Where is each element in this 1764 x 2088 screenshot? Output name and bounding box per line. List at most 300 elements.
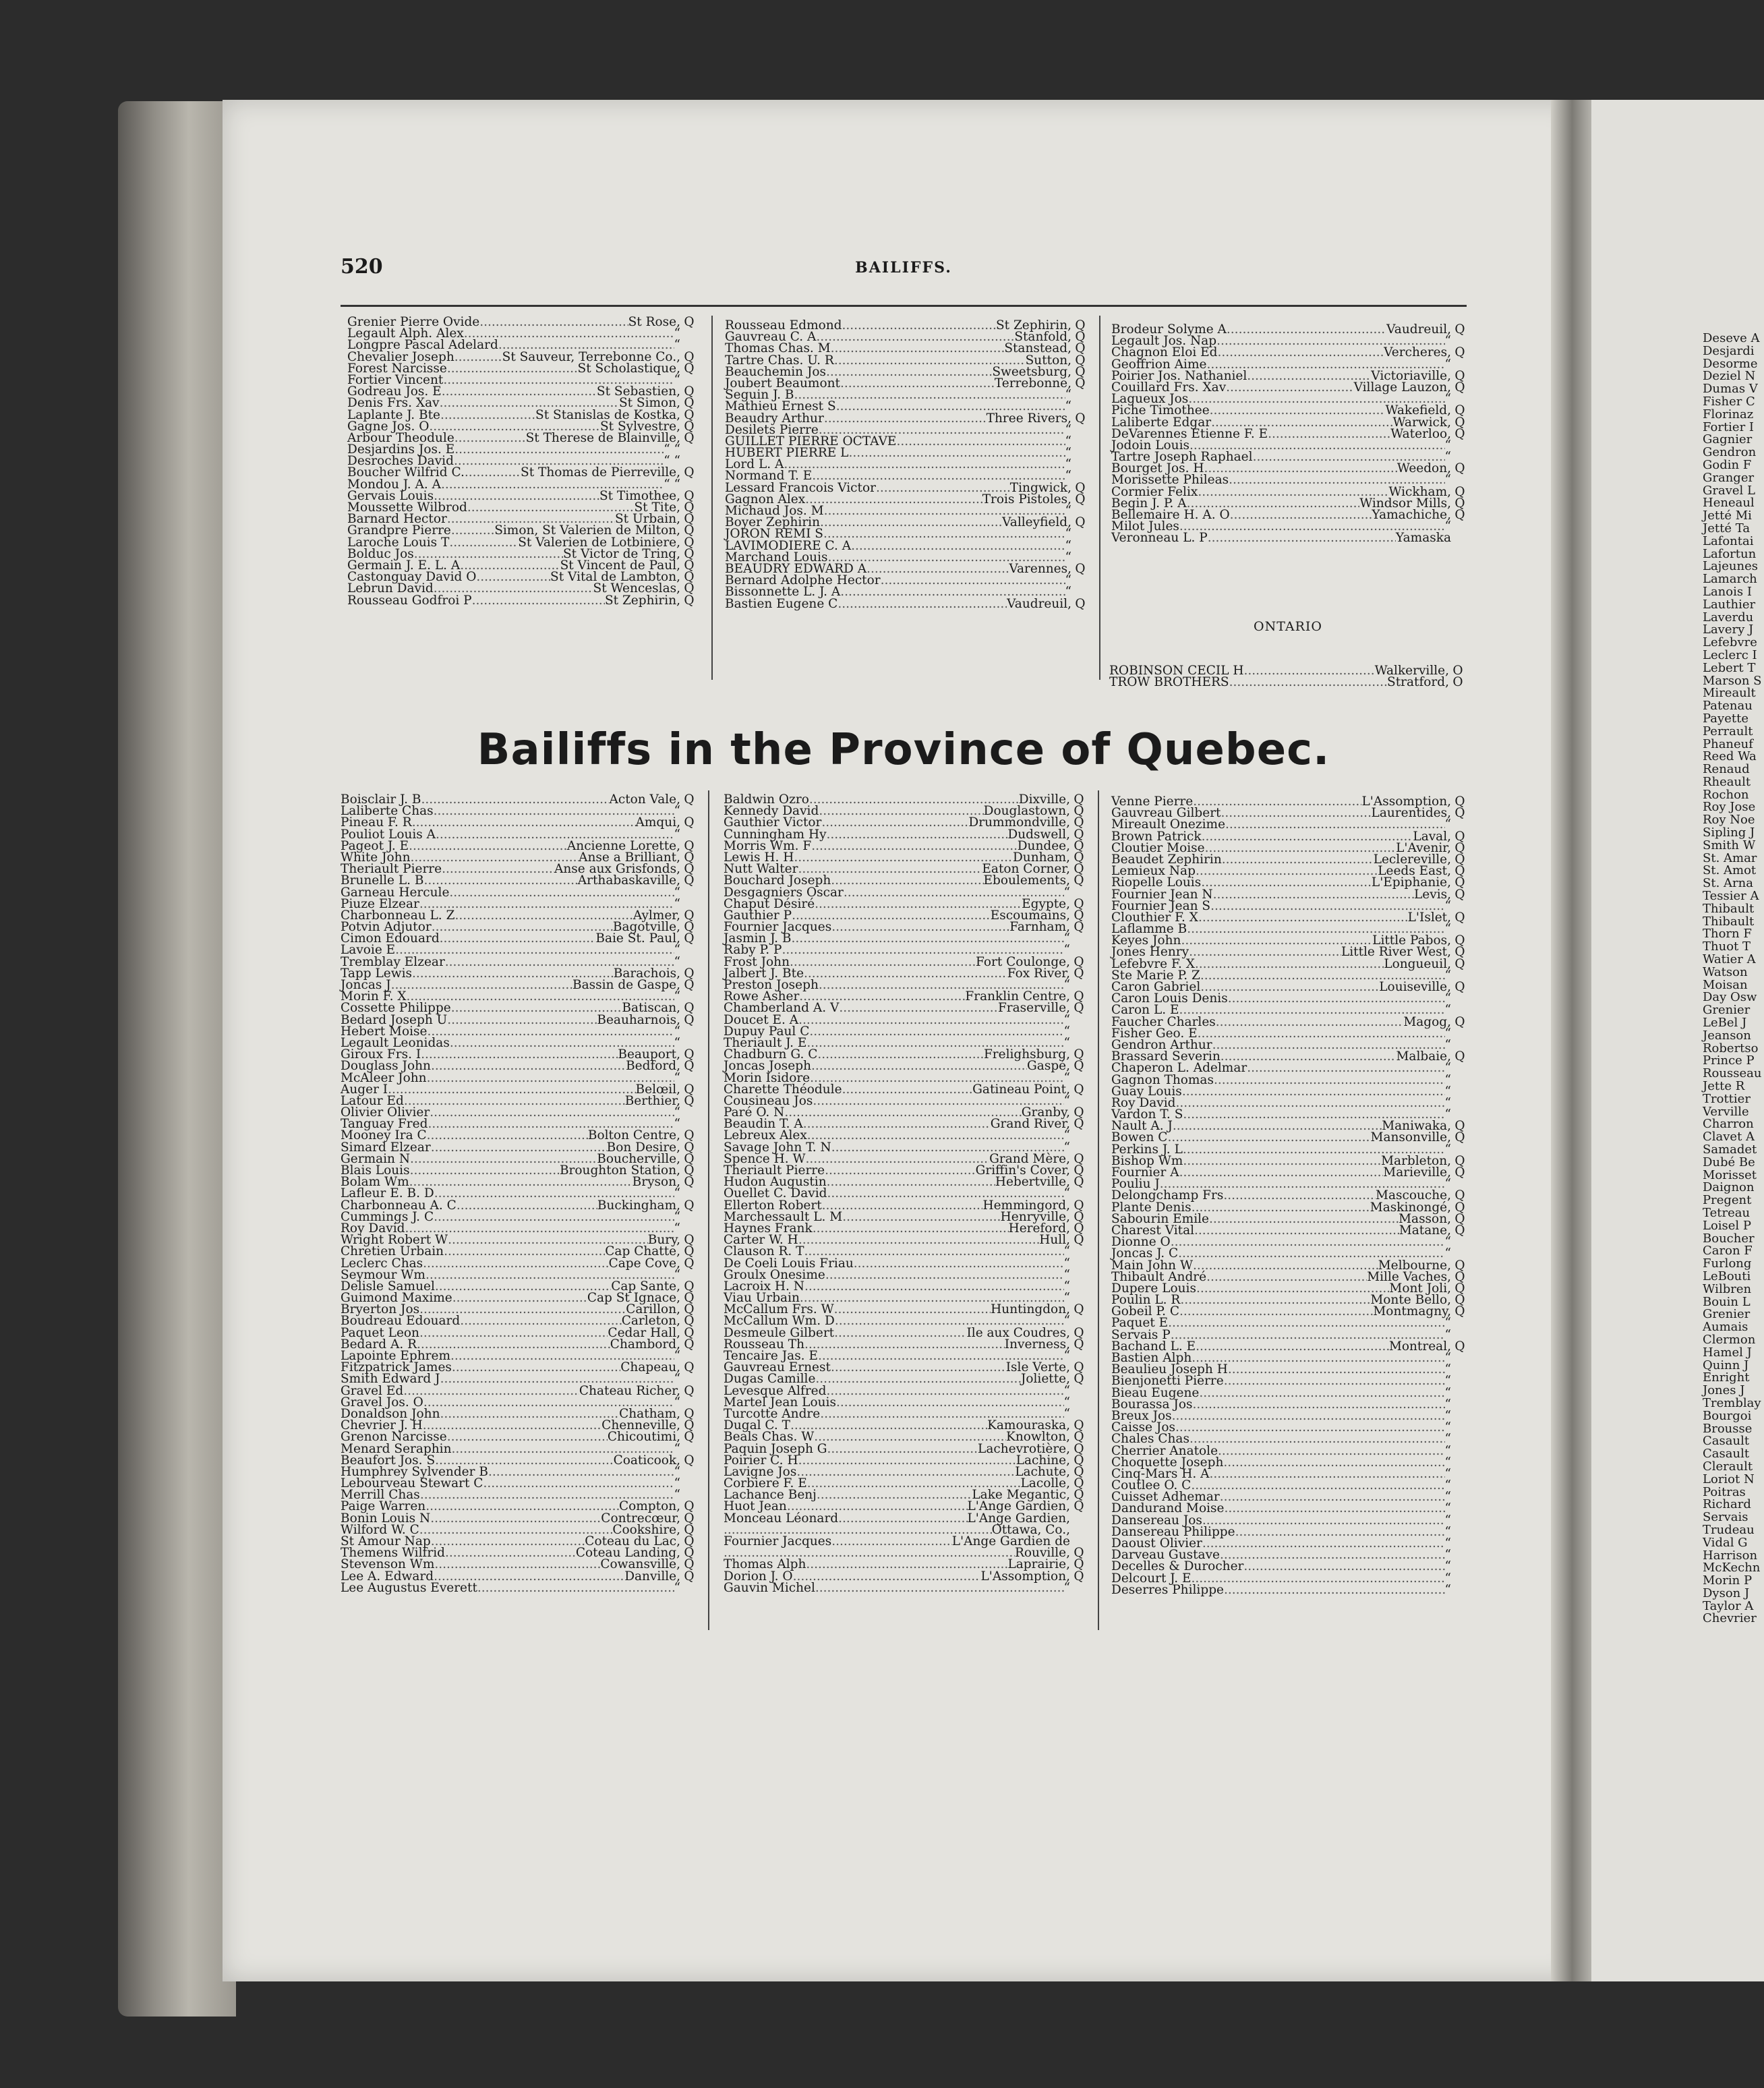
place-name: Lake Megantic, (972, 1488, 1070, 1503)
listing-row (724, 1060, 1088, 1072)
column-rule (1099, 316, 1100, 680)
section-title: Bailiffs in the Province of Quebec. (477, 725, 1330, 775)
facing-page-name: Moisan (1703, 977, 1748, 992)
bailiff-name: Chaperon L. Adelmar (1111, 1061, 1247, 1076)
province-code (680, 944, 698, 956)
bailiff-name: Fournier Jacques (724, 1534, 832, 1548)
province-code: Q (684, 1406, 695, 1421)
facing-page-name: Trudeau (1703, 1522, 1755, 1537)
place-name: St Zephirin, (604, 593, 680, 608)
place-name: Kamouraska, (987, 1418, 1070, 1433)
place-name: “ (1065, 399, 1071, 414)
province-code: Q (684, 920, 695, 935)
bailiff-name: Begin J. P. A (1111, 496, 1187, 511)
facing-page-name: LeBouti (1703, 1269, 1751, 1283)
bailiff-name: Delongchamp Frs (1111, 1188, 1224, 1203)
listing-row (1111, 1062, 1469, 1074)
place-name: Chateau Richer, (579, 1383, 680, 1398)
dot-leader (388, 1084, 635, 1095)
dot-leader (435, 1281, 611, 1292)
province-code: Q (684, 1140, 695, 1155)
dot-leader (1192, 1352, 1444, 1364)
facing-page-name: Godin F (1703, 457, 1752, 472)
place-name: Waterloo, (1390, 426, 1451, 441)
place-name: Carillon, (626, 1302, 680, 1317)
dot-leader (804, 968, 1007, 979)
place-name: L'Ange Gardien, (967, 1499, 1070, 1514)
place-name: Trois Pistoles, (982, 492, 1071, 506)
place-name: “ (674, 1070, 680, 1085)
bailiff-name: Main John W (1111, 1258, 1193, 1273)
province-code: Q (684, 1499, 695, 1514)
bailiff-name: Lagueux Jos (1111, 392, 1189, 407)
place-name: Lachevrotière, (978, 1441, 1070, 1456)
province-code: Q (684, 1314, 695, 1329)
place-name: “ “ (664, 442, 680, 457)
province-code: Q (1454, 1339, 1465, 1354)
facing-page-name: Charron (1703, 1117, 1754, 1132)
dot-leader (409, 840, 567, 852)
facing-page-name: Fisher C (1703, 394, 1755, 409)
province-code: Q (1074, 1209, 1084, 1224)
dot-leader (819, 805, 983, 817)
dot-leader (440, 933, 596, 944)
dot-leader (421, 1049, 618, 1060)
province-code (1451, 1317, 1469, 1329)
province-code: Q (1074, 1557, 1084, 1572)
province-code: Q (1074, 838, 1084, 853)
province-code: Q (1454, 945, 1465, 960)
bailiff-name: Lebreux Alex (724, 1128, 807, 1143)
province-code: Q (1454, 829, 1465, 844)
dot-leader (442, 863, 554, 875)
province-code: Q (684, 1256, 695, 1271)
dot-leader (1220, 1491, 1445, 1503)
province-code: Q (1454, 380, 1465, 395)
dot-leader (806, 1559, 1007, 1570)
dot-leader (1206, 1271, 1367, 1283)
bailiff-name: Gendron Arthur (1111, 1037, 1212, 1052)
listing-row (724, 1373, 1088, 1385)
bailiff-name: Paige Warren (341, 1499, 426, 1514)
place-name: St Sylvestre, (599, 419, 680, 434)
province-code: Q (1454, 933, 1465, 948)
place-name: Village Lauzon, (1353, 380, 1451, 395)
place-name: “ (1444, 1524, 1451, 1539)
dot-leader (1218, 1445, 1444, 1457)
facing-page-name: Clavet A (1703, 1130, 1755, 1144)
listing-row (724, 1246, 1088, 1257)
bailiff-name: Paquet Leon (341, 1325, 419, 1340)
bailiff-name: Auger I (341, 1082, 388, 1097)
bailiff-name: Gervais Louis (347, 488, 434, 503)
bailiff-name: Mathieu Ernest S (725, 399, 836, 414)
province-code (1451, 1515, 1469, 1526)
bailiff-name: Keyes John (1111, 933, 1181, 948)
listing-row (1111, 1190, 1469, 1201)
place-name: “ (674, 1209, 680, 1224)
province-code (680, 1211, 698, 1223)
province-code: Q (1075, 596, 1086, 611)
province-code (1070, 1258, 1088, 1269)
dot-leader (807, 1130, 1064, 1141)
bailiff-name: Gauthier P (724, 908, 792, 923)
place-name: “ (1065, 388, 1071, 403)
bailiff-name: Morin F. X (341, 989, 407, 1004)
facing-page-name: Smith W (1703, 838, 1756, 852)
facing-page-name: Dyson J (1703, 1586, 1750, 1600)
bailiff-name: Dandurand Moise (1111, 1501, 1225, 1516)
facing-page-names (1703, 331, 1762, 1624)
facing-page-name: McKechn (1703, 1561, 1761, 1575)
place-name: Bon Desire, (606, 1140, 680, 1155)
facing-page-name: Poitras (1703, 1484, 1746, 1499)
dot-leader (1220, 1549, 1445, 1561)
place-name: “ (1444, 1420, 1451, 1435)
province-code (680, 1107, 698, 1118)
province-code: Q (1075, 376, 1086, 390)
bailiff-name: Lewis H. H (724, 850, 794, 865)
province-code: Q (684, 1534, 695, 1548)
bailiff-name: Gravel Jos. O (341, 1395, 423, 1410)
dot-leader (1210, 1468, 1445, 1480)
place-name: “ (1063, 1580, 1070, 1595)
dot-leader (790, 956, 976, 968)
listing-row (724, 1188, 1088, 1199)
province-code (1070, 1130, 1088, 1141)
province-code: Q (684, 978, 695, 992)
province-code: Q (684, 1325, 695, 1340)
place-name: “ (1444, 1559, 1451, 1574)
listing-row (1109, 676, 1467, 688)
bailiff-name: Longpre Pascal Adelard (347, 338, 498, 353)
facing-page-name: Lajeunes (1703, 559, 1758, 574)
place-name: “ (1065, 422, 1071, 437)
listing-row (341, 1060, 698, 1072)
place-name: Melbourne, (1378, 1258, 1451, 1273)
province-code: Q (684, 1082, 695, 1097)
facing-page-name: Sipling J (1703, 825, 1755, 840)
province-code: Q (1454, 887, 1465, 902)
place-name: Vaudreuil, (1386, 322, 1451, 337)
place-name: Hereford, (1008, 1221, 1070, 1236)
place-name: “ (1444, 1385, 1451, 1400)
place-name: “ (1444, 1351, 1451, 1365)
province-code (1071, 459, 1089, 470)
place-name: “ (1444, 1095, 1451, 1110)
place-name: “ (1063, 1395, 1070, 1410)
bailiff-name: Castonguay David O (347, 570, 477, 585)
dot-leader (1222, 854, 1374, 865)
bailiff-name: Servais P (1111, 1327, 1171, 1342)
facing-page-name: Trottier (1703, 1091, 1751, 1106)
dot-leader (1175, 1422, 1445, 1433)
dot-leader (1218, 347, 1384, 358)
listing-row (347, 339, 698, 351)
province-code: Q (1454, 415, 1465, 430)
place-name: “ (1063, 931, 1070, 946)
bailiff-name: Nault A. J (1111, 1119, 1173, 1134)
place-name: Buckingham, (597, 1198, 680, 1213)
dot-leader (1223, 1190, 1376, 1201)
facing-page-name: Richard (1703, 1497, 1751, 1512)
province-code: Q (1075, 492, 1086, 506)
dot-leader (805, 494, 982, 505)
bailiff-name: Chevrier J. H (341, 1418, 423, 1433)
dot-leader (838, 1513, 967, 1524)
place-name: Berthier, (624, 1093, 680, 1108)
dot-leader (442, 386, 597, 397)
place-name: St Urbain, (614, 512, 680, 527)
province-code: Q (1074, 1175, 1084, 1190)
bailiff-name: Stevenson Wm (341, 1557, 435, 1572)
province-code: Q (1074, 804, 1084, 819)
listing-row (725, 343, 1089, 354)
bailiff-name: Mireault Onezime (1111, 817, 1226, 832)
listing-row (341, 1002, 698, 1014)
place-name: Little Pabos, (1372, 933, 1451, 948)
dot-leader (805, 1153, 989, 1165)
bailiff-name: Denis Frs. Xav (347, 396, 440, 411)
dot-leader (1202, 1538, 1445, 1549)
dot-leader (1244, 665, 1375, 676)
listing-row (347, 595, 698, 606)
bailiff-name: Lebrun David (347, 581, 434, 596)
bailiff-name: Fortier Vincent (347, 372, 444, 387)
bailiff-name: DeVarennes Etienne F. E (1111, 426, 1268, 441)
bailiff-name: Gauvreau Ernest (724, 1360, 831, 1375)
facing-page-name: Lefebvre (1703, 635, 1757, 650)
facing-page-name: Quinn J (1703, 1358, 1749, 1372)
facing-page-name: Thibault (1703, 901, 1755, 916)
province-code (1451, 1561, 1469, 1572)
place-name: Hull, (1039, 1233, 1070, 1248)
dot-leader (809, 1026, 1063, 1037)
dot-leader (1194, 1225, 1399, 1236)
facing-page-name: Lafontai (1703, 533, 1754, 548)
bailiff-name: Chadburn G. C (724, 1047, 818, 1062)
place-name: Henryville, (1000, 1209, 1070, 1224)
place-name: “ (1063, 1140, 1070, 1155)
place-name: Coaticook, (613, 1453, 680, 1468)
place-name: Maskinongé, (1370, 1200, 1451, 1215)
place-name: Escoumains, (990, 908, 1070, 923)
dot-leader (831, 875, 983, 886)
facing-page-name: Tessier A (1703, 889, 1759, 904)
listing-row (341, 1559, 698, 1570)
dot-leader (476, 571, 550, 583)
place-name: Malbaie, (1396, 1049, 1451, 1064)
bailiff-name: Blais Louis (341, 1163, 410, 1178)
dot-leader (817, 1049, 984, 1060)
quebec-column-3 (1111, 796, 1469, 1596)
province-code (1451, 1028, 1469, 1039)
bailiff-name: Tremblay Elzear (341, 954, 445, 969)
listing-row (341, 1373, 698, 1385)
dot-leader (449, 887, 674, 898)
quebec-column-2 (724, 794, 1088, 1594)
bailiff-name: Tanguay Fred (341, 1117, 428, 1132)
facing-page-name: Wilbren (1703, 1281, 1752, 1296)
bailiff-name: Lessard Francois Victor (725, 480, 876, 495)
place-name: Fort Coulonge, (976, 954, 1070, 969)
bailiff-name: Garneau Hercule (341, 885, 450, 900)
facing-page-name: Morin P (1703, 1573, 1753, 1588)
dot-leader (784, 459, 1065, 470)
dot-leader (452, 1362, 620, 1373)
province-code: Q (1075, 561, 1086, 576)
bailiff-name: Humphrey Sylvender B (341, 1464, 488, 1479)
place-name: Wakefield, (1385, 403, 1451, 418)
place-name: Laurentides, (1371, 806, 1451, 821)
bailiff-name: Bowen C (1111, 1130, 1168, 1145)
bailiff-name: Jones Henry (1111, 945, 1189, 960)
bailiff-name: Grenon Narcisse (341, 1430, 447, 1445)
dot-leader (440, 1373, 674, 1385)
bailiff-name: Fisher Geo. E (1111, 1026, 1198, 1041)
place-name: “ (1444, 1177, 1451, 1192)
place-name: “ (674, 827, 680, 842)
place-name: “ (674, 1464, 680, 1479)
bailiff-name: Merrill Chas (341, 1488, 420, 1503)
dot-leader (804, 1281, 1064, 1292)
bailiff-name: Desmeule Gilbert (724, 1325, 835, 1340)
dot-leader (866, 563, 1009, 575)
dot-leader (1202, 831, 1413, 842)
dot-leader (1196, 865, 1378, 877)
dot-leader (1247, 1062, 1444, 1074)
place-name: “ (1444, 1397, 1451, 1412)
bailiff-name: Caisse Jos (1111, 1420, 1175, 1435)
place-name: Walkerville, (1374, 664, 1449, 678)
bailiff-name: Veronneau L. P (1111, 531, 1208, 546)
dot-leader (454, 351, 502, 363)
place-name: “ (1063, 978, 1070, 992)
facing-page-name: St. Arna (1703, 876, 1753, 891)
bailiff-name: Fournier Jacques (724, 920, 832, 935)
province-code: Q (1075, 353, 1086, 368)
province-code (1451, 521, 1469, 532)
dot-leader (1224, 1584, 1445, 1596)
listing-row (1111, 532, 1469, 544)
province-code: Q (684, 873, 695, 888)
place-name: Ottawa, Co., (991, 1522, 1070, 1537)
bailiff-name: Douglass John (341, 1059, 431, 1074)
province-code: Q (684, 1383, 695, 1398)
dot-leader (842, 320, 996, 331)
dot-leader (823, 528, 1065, 540)
facing-page-name: Desjardi (1703, 343, 1755, 358)
top-column-3 (1111, 324, 1469, 544)
province-code: Q (1074, 1151, 1084, 1166)
bailiff-name: Raby P. P (724, 943, 782, 958)
place-name: Aylmer, (633, 908, 680, 923)
listing-row (724, 1431, 1088, 1443)
place-name: Chatham, (619, 1406, 680, 1421)
dot-leader (460, 1315, 622, 1327)
province-code: Q (1074, 1001, 1084, 1016)
dot-leader (1235, 1526, 1445, 1538)
facing-page-name: Jones J (1703, 1383, 1745, 1398)
bailiff-name: TROW BROTHERS (1109, 675, 1229, 690)
dot-leader (424, 875, 578, 886)
bailiff-name: Bastien Eugene C (725, 596, 838, 611)
province-code: Q (684, 523, 695, 538)
bailiff-name: Cummings J. C (341, 1209, 434, 1224)
province-code: O (1452, 664, 1463, 678)
bailiff-name: BEAUDRY EDWARD A (725, 561, 867, 576)
bailiff-name: Dugal C. T (724, 1418, 791, 1433)
dot-leader (834, 1304, 991, 1315)
bailiff-name: Pageot J. E (341, 838, 409, 853)
bailiff-name: Germain N (341, 1151, 411, 1166)
dot-leader (434, 1188, 674, 1199)
province-code (1070, 1188, 1088, 1199)
dot-leader (1228, 1364, 1445, 1375)
bailiff-name: Seymour Wm (341, 1267, 425, 1282)
bailiff-name: Bellemaire H. A. O (1111, 508, 1230, 522)
province-code (1451, 1074, 1469, 1086)
dot-leader (1179, 1306, 1373, 1317)
bailiff-name: McCallum Wm. D (724, 1314, 835, 1329)
place-name: “ (1444, 519, 1451, 534)
bailiff-name: Laroche Louis T (347, 535, 450, 550)
place-name: L'Islet, (1407, 910, 1451, 925)
listing-row (347, 583, 698, 594)
facing-page-name: Pregent (1703, 1193, 1752, 1208)
facing-page-name: Watson (1703, 964, 1748, 979)
place-name: “ (674, 943, 680, 958)
province-code: Q (684, 1557, 695, 1572)
bailiff-name: Clouthier F. X (1111, 910, 1198, 925)
place-name: Wickham, (1388, 484, 1451, 499)
dot-leader (824, 413, 987, 424)
bailiff-name: De Coeli Louis Friau (724, 1256, 854, 1271)
place-name: “ (1063, 1349, 1070, 1363)
bailiff-name: Caron L. E (1111, 1003, 1179, 1018)
province-code: Q (1074, 1546, 1084, 1561)
bailiff-name: Piuze Elzear (341, 896, 419, 911)
dot-leader (831, 1536, 952, 1547)
facing-page-name: Marson S (1703, 673, 1762, 688)
bailiff-name: Thomas Alph (724, 1557, 806, 1572)
facing-page-name: Payette (1703, 711, 1748, 726)
province-code: Q (1074, 908, 1084, 923)
bailiff-name: Pineau F. R (341, 815, 412, 830)
place-name: Levis, (1414, 887, 1451, 902)
bailiff-name: Cloutier Moise (1111, 840, 1205, 855)
province-code (1451, 1410, 1469, 1422)
facing-page-name: Florinaz (1703, 407, 1754, 422)
place-name: Franklin Centre, (965, 989, 1070, 1004)
province-code: Q (684, 1337, 695, 1352)
bailiff-name: Lefebvre F. X (1111, 956, 1195, 971)
bailiff-name: HUBERT PIERRE L (725, 446, 849, 461)
place-name: Eaton Corner, (982, 862, 1070, 877)
bailiff-name: Lee A. Edward (341, 1569, 434, 1584)
dot-leader (790, 1420, 987, 1431)
dot-leader (803, 1118, 991, 1130)
province-code (680, 1026, 698, 1037)
dot-leader (488, 1466, 674, 1478)
facing-page-name: Thorn F (1703, 927, 1752, 941)
dot-leader (449, 537, 518, 548)
bailiff-name: Clauson R. T (724, 1244, 804, 1259)
bailiff-name: Cinq-Mars H. A (1111, 1466, 1210, 1481)
place-name: “ (1444, 1003, 1451, 1018)
place-name: “ (1063, 1406, 1070, 1421)
facing-page-name: Grenier (1703, 1003, 1751, 1018)
